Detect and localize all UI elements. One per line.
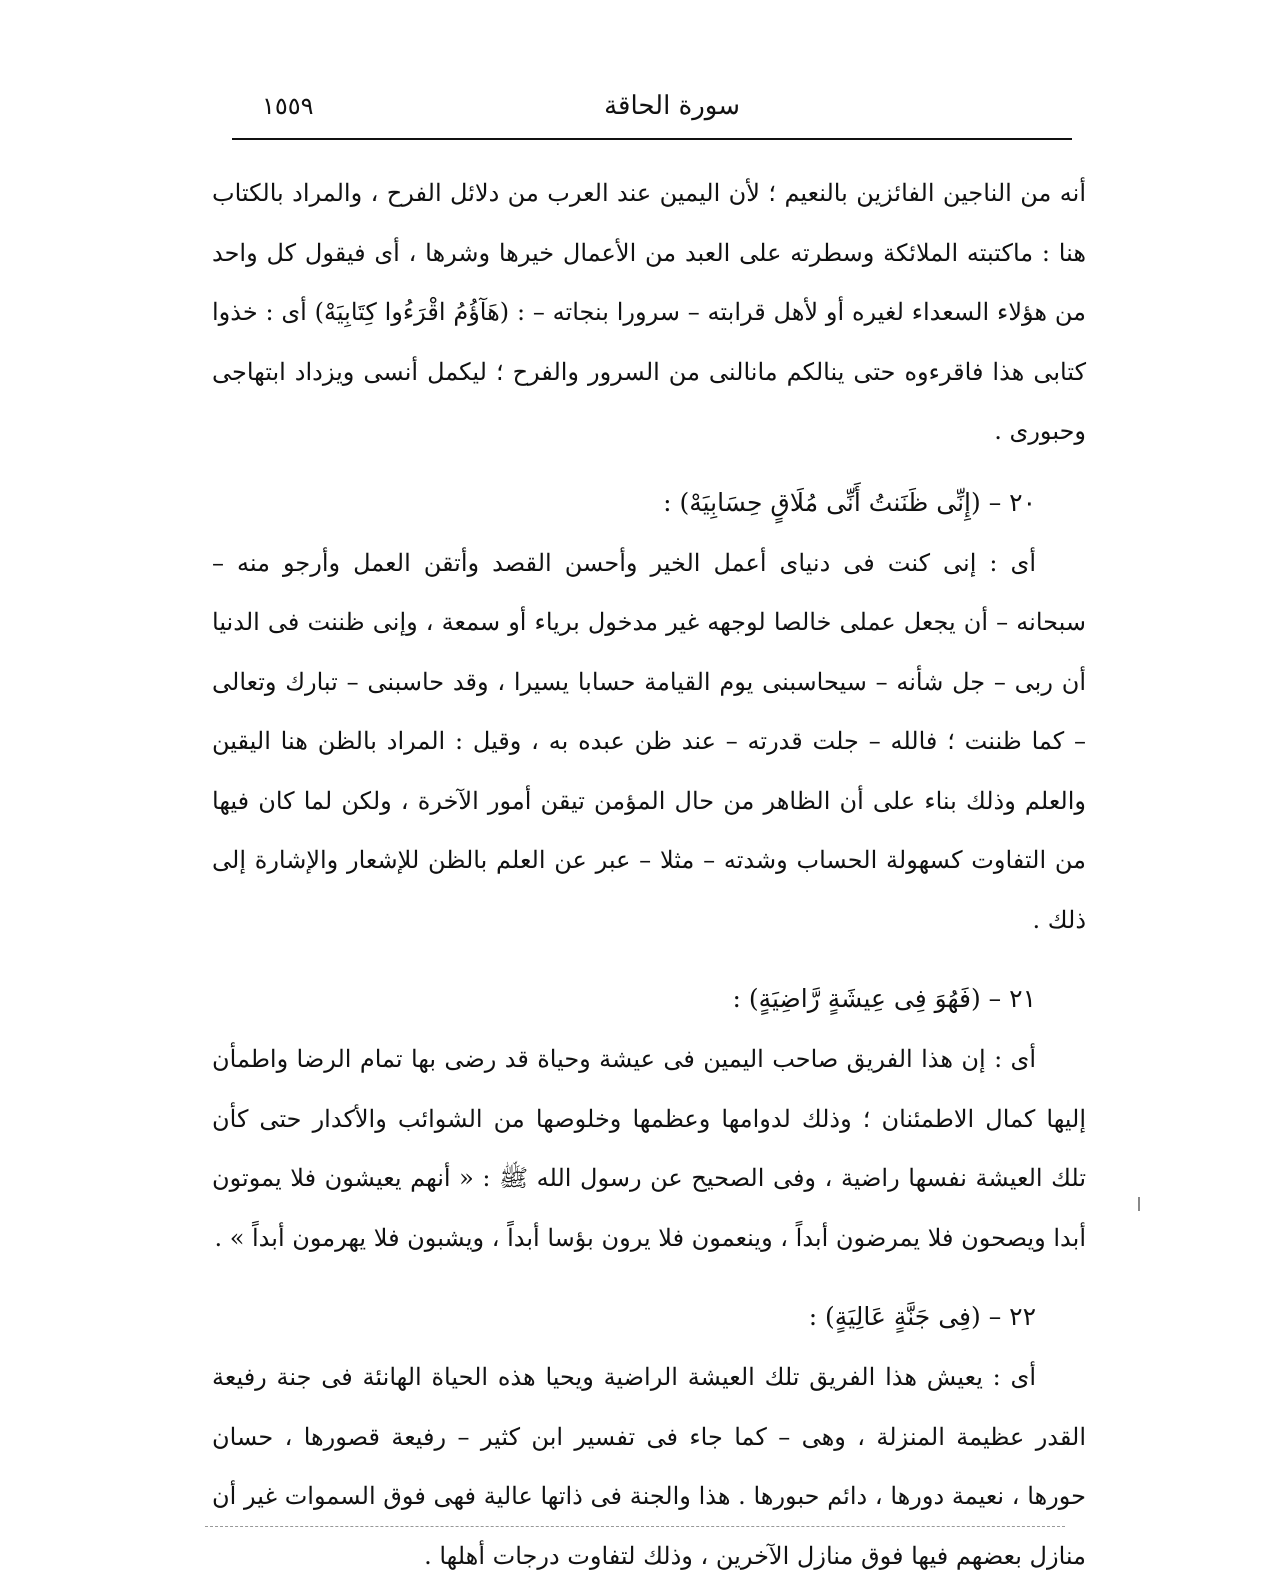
page-number: ١٥٥٩ (262, 92, 314, 120)
paragraph-2: أى : إنى كنت فى دنياى أعمل الخير وأحسن القصد وأتقن العمل وأرجو منه – سبحانه – أن يجعل عملى خالصا لوجهه غير مدخول برياء أو سمعة ، وإنى ظننت فى الدنيا أن ربى – جل شأنه – سيحاسبنى يوم القيامة حسابا يسيرا ، وقد حاسبنى – تبارك وتعالى – كما ظننت ؛ فالله – جلت قدرته – عند ظن عبده به ، وقيل : المراد بالظن هنا اليقين والعلم وذلك بناء على أن الظاهر من حال المؤمن تيقن أمور الآخرة ، ولكن لما كان فيها من التفاوت كسهولة الحساب وشدته – مثلا – عبر عن العلم بالظن للإشعار والإشارة إلى ذلك . (212, 548, 1086, 934)
page-header (232, 88, 1070, 128)
verse-heading-22: ٢٢ – (فِى جَنَّةٍ عَالِيَةٍ) : (808, 1302, 1036, 1331)
verse-heading-20: ٢٠ – (إِنِّى ظَنَنتُ أَنِّى مُلَاقٍ حِسَابِيَهْ) : (663, 487, 1036, 517)
paragraph-3: أى : إن هذا الفريق صاحب اليمين فى عيشة وحياة قد رضى بها تمام الرضا واطمأن إليها كمال الاطمئنان ؛ وذلك لدوامها وعظمها وخلوصها من الشوائب والأكدار حتى كأن تلك العيشة نفسها راضية ، وفى الصحيح عن رسول الله ﷺ : « أنهم يعيشون فلا يموتون أبدا ويصحون فلا يمرضون أبداً ، وينعمون فلا يرون بؤسا أبداً ، ويشبون فلا يهرمون أبداً » . (212, 1045, 1086, 1252)
header-rule (232, 138, 1072, 140)
bottom-edge-line (205, 1526, 1065, 1528)
paragraph-1: أنه من الناجين الفائزين بالنعيم ؛ لأن اليمين عند العرب من دلائل الفرح ، والمراد بالكتاب هنا : ماكتبته الملائكة وسطرته على العبد من الأعمال خيرها وشرها ، أى فيقول كل واحد من هؤلاء السعداء لغيره أو لأهل قرابته – سرورا بنجاته – : (هَآؤُمُ اقْرَءُوا كِتَابِيَهْ) أى : خذوا كتابى هذا فاقرءوه حتى ينالكم مانالنى من السرور والفرح ؛ ليكمل أنسى ويزداد ابتهاجى وحبورى . (212, 179, 1086, 445)
surah-title: سورة الحاقة (604, 91, 740, 121)
paragraph-4: أى : يعيش هذا الفريق تلك العيشة الراضية ويحيا هذه الحياة الهانئة فى جنة رفيعة القدر عظيمة المنزلة ، وهى – كما جاء فى تفسير ابن كثير – رفيعة قصورها ، حسان حورها ، نعيمة دورها ، دائم حبورها . هذا والجنة فى ذاتها عالية فهى فوق السموات غير أن منازل بعضهم فيها فوق منازل الآخرين ، وذلك لتفاوت درجات أهلها . (212, 1363, 1086, 1570)
body-text (212, 164, 1086, 1586)
verse-heading-21: ٢١ – (فَهُوَ فِى عِيشَةٍ رَّاضِيَةٍ) : (732, 984, 1036, 1013)
scan-speck (1138, 1197, 1140, 1211)
